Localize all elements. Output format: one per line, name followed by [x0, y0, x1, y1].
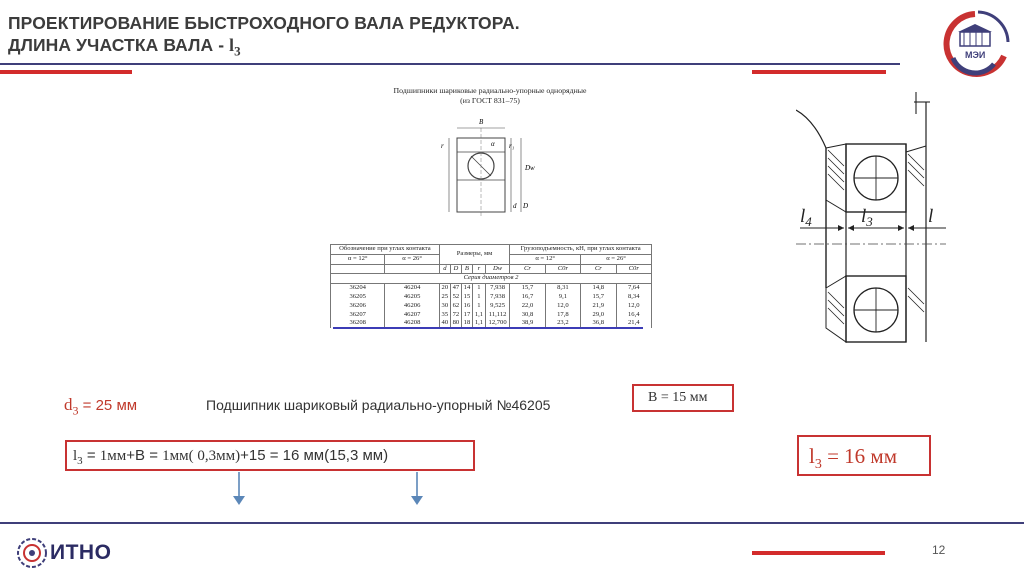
cell: 47 [450, 284, 461, 293]
cell: 17,8 [545, 311, 580, 320]
cell: 46204 [385, 284, 439, 293]
cell: 12,0 [545, 302, 580, 311]
dim-d-inner-label: d [513, 202, 517, 210]
cell: 52 [450, 293, 461, 302]
cell: 7,938 [485, 284, 509, 293]
cell: 15 [461, 293, 472, 302]
cell: 14 [461, 284, 472, 293]
cell: 20 [439, 284, 450, 293]
th-col: Cr [581, 264, 616, 274]
table-row [331, 284, 652, 293]
b-value-box: B = 15 мм [632, 384, 734, 412]
cell: 17 [461, 311, 472, 320]
header-rule-blue [0, 63, 900, 65]
cell: 30 [439, 302, 450, 311]
cell: 46206 [385, 302, 439, 311]
catalog-title-line-2: (из ГОСТ 831–75) [460, 96, 520, 105]
d3-value: $d_3 = 25$ мм [64, 395, 138, 418]
footer-rule-red [752, 551, 885, 555]
cell: 1 [472, 302, 485, 311]
l-label: l [928, 206, 934, 227]
l3-calculation-box: $l_3 = 1мм+В = 1мм$( 0,3мм)+15 = 16 мм(15,3 мм) [65, 440, 475, 471]
arrow-down-icon [407, 472, 427, 506]
cell: 8,31 [545, 284, 580, 293]
l3-label: $l_3$ [861, 206, 873, 229]
th-designation: Обозначение при углах контакта [331, 245, 440, 255]
cell: 8,34 [616, 293, 651, 302]
bearing-section-drawing [435, 108, 555, 238]
catalog-title-line-1: Подшипники шариковые радиально-упорные однорядные [393, 86, 587, 95]
cell: 80 [450, 319, 461, 328]
slide-title [8, 12, 728, 63]
shaft-section-drawing [796, 92, 946, 356]
cell: 29,0 [581, 311, 616, 320]
cell: 21,4 [616, 319, 651, 328]
cell: 16,7 [510, 293, 545, 302]
cell: 15,7 [581, 293, 616, 302]
table-row [331, 302, 652, 311]
itno-brand: ИТНО [50, 541, 112, 564]
cell: 14,8 [581, 284, 616, 293]
cell: 40 [439, 319, 450, 328]
th-col: r [472, 264, 485, 274]
footer-rule-blue [0, 522, 1024, 524]
cell: 36206 [331, 302, 385, 311]
cell: 7,64 [616, 284, 651, 293]
cell: 16,4 [616, 311, 651, 320]
cell: 35 [439, 311, 450, 320]
th-col: D [450, 264, 461, 274]
table-row [331, 311, 652, 320]
title-line-2: ДЛИНА УЧАСТКА ВАЛА - $l_3$ [8, 35, 241, 59]
th-col: d [439, 264, 450, 274]
cell: 62 [450, 302, 461, 311]
table-row [331, 293, 652, 302]
cell: 36207 [331, 311, 385, 320]
cell: 38,9 [510, 319, 545, 328]
dim-r1-label: r₁ [509, 142, 515, 150]
cell: 1 [472, 284, 485, 293]
th-alpha12: α = 12° [331, 254, 385, 264]
cell: 36,8 [581, 319, 616, 328]
cell: 30,8 [510, 311, 545, 320]
highlight-row-underline [333, 327, 643, 329]
cell: 72 [450, 311, 461, 320]
l3-result-box: $l_3 = 16$ мм [797, 435, 931, 476]
bearing-table [330, 244, 652, 328]
dim-d-outer-label: D [523, 202, 529, 210]
cell: 12,0 [616, 302, 651, 311]
th-sizes: Размеры, мм [439, 245, 509, 265]
header-rule-red-left [0, 70, 132, 74]
cell: 36205 [331, 293, 385, 302]
cell: 46205 [385, 293, 439, 302]
cell: 22,0 [510, 302, 545, 311]
cell: 9,525 [485, 302, 509, 311]
title-line-1: ПРОЕКТИРОВАНИЕ БЫСТРОХОДНОГО ВАЛА РЕДУКТОРА. [8, 13, 520, 33]
cell: 9,1 [545, 293, 580, 302]
th-cap-alpha12: α = 12° [510, 254, 581, 264]
th-capacity: Грузоподъемность, кН, при углах контакта [510, 245, 652, 255]
th-col: Cr [510, 264, 545, 274]
bearing-catalog-panel [325, 86, 655, 368]
cell: 46207 [385, 311, 439, 320]
cell: 46208 [385, 319, 439, 328]
th-col: B [461, 264, 472, 274]
th-alpha26: α = 26° [385, 254, 439, 264]
logo-text: МЭИ [965, 50, 986, 60]
itno-logo-icon [12, 536, 52, 570]
dim-b-label: B [479, 118, 484, 126]
university-logo [934, 8, 1016, 78]
cell: 25 [439, 293, 450, 302]
th-col: Dw [485, 264, 509, 274]
cell: 36204 [331, 284, 385, 293]
cell: 18 [461, 319, 472, 328]
bearing-description: Подшипник шариковый радиально-упорный №46205 [206, 397, 551, 413]
cell: 15,7 [510, 284, 545, 293]
cell: 23,2 [545, 319, 580, 328]
cell: 21,9 [581, 302, 616, 311]
th-col: C0r [616, 264, 651, 274]
header-rule-red-right [752, 70, 886, 74]
series-label: Серия диаметров 2 [331, 274, 652, 284]
dim-alpha-label: α [491, 140, 495, 148]
cell: 1,1 [472, 319, 485, 328]
cell: 7,938 [485, 293, 509, 302]
cell: 11,112 [485, 311, 509, 320]
dim-dw-label: Dw [525, 164, 535, 172]
l4-label: $l_4$ [800, 206, 812, 229]
th-col: C0r [545, 264, 580, 274]
cell: 12,700 [485, 319, 509, 328]
dim-r-label: r [441, 142, 444, 150]
catalog-title [325, 86, 655, 106]
arrow-down-icon [229, 472, 249, 506]
cell: 1,1 [472, 311, 485, 320]
page-number: 12 [932, 543, 946, 557]
cell: 36208 [331, 319, 385, 328]
cell: 1 [472, 293, 485, 302]
cell: 16 [461, 302, 472, 311]
th-cap-alpha26: α = 26° [581, 254, 652, 264]
